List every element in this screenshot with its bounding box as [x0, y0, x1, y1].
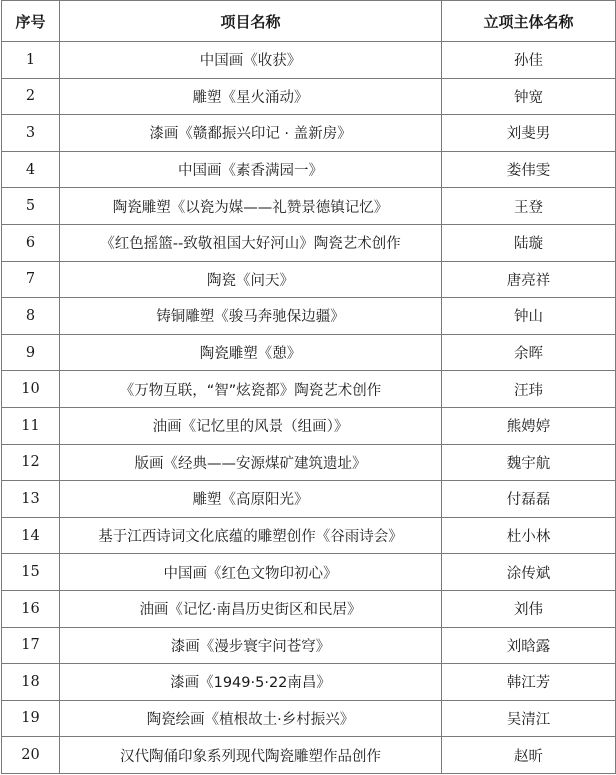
row-number: 8	[2, 298, 60, 335]
owner-name: 钟山	[442, 298, 616, 335]
row-number: 7	[2, 261, 60, 298]
project-name: 中国画《红色文物印初心》	[60, 554, 442, 591]
project-table	[1, 0, 616, 774]
table-row	[2, 371, 616, 408]
row-number: 10	[2, 371, 60, 408]
row-number: 9	[2, 334, 60, 371]
owner-name: 王登	[442, 188, 616, 225]
project-name: 版画《经典——安源煤矿建筑遗址》	[60, 444, 442, 481]
owner-name: 陆璇	[442, 224, 616, 261]
project-name: 雕塑《高原阳光》	[60, 481, 442, 518]
project-name: 油画《记忆·南昌历史街区和民居》	[60, 590, 442, 627]
row-number: 20	[2, 737, 60, 774]
table-row	[2, 261, 616, 298]
table-row	[2, 334, 616, 371]
table-row	[2, 664, 616, 701]
row-number: 1	[2, 42, 60, 79]
owner-name: 韩江芳	[442, 664, 616, 701]
owner-name: 钟宽	[442, 78, 616, 115]
owner-name: 吴清江	[442, 700, 616, 737]
project-name: 《红色摇篮--致敬祖国大好河山》陶瓷艺术创作	[60, 224, 442, 261]
row-number: 19	[2, 700, 60, 737]
row-number: 11	[2, 407, 60, 444]
row-number: 6	[2, 224, 60, 261]
owner-name: 孙佳	[442, 42, 616, 79]
owner-name: 汪玮	[442, 371, 616, 408]
row-number: 17	[2, 627, 60, 664]
header-owner-name: 立项主体名称	[442, 1, 616, 42]
header-no: 序号	[2, 1, 60, 42]
owner-name: 刘伟	[442, 590, 616, 627]
project-name: 油画《记忆里的风景（组画）》	[60, 407, 442, 444]
row-number: 15	[2, 554, 60, 591]
table-row	[2, 517, 616, 554]
project-name: 中国画《收获》	[60, 42, 442, 79]
table-row	[2, 481, 616, 518]
row-number: 4	[2, 151, 60, 188]
owner-name: 杜小林	[442, 517, 616, 554]
row-number: 2	[2, 78, 60, 115]
row-number: 18	[2, 664, 60, 701]
table-header-row	[2, 1, 616, 42]
owner-name: 熊娉婷	[442, 407, 616, 444]
project-name: 陶瓷《问天》	[60, 261, 442, 298]
table-row	[2, 78, 616, 115]
project-name: 汉代陶俑印象系列现代陶瓷雕塑作品创作	[60, 737, 442, 774]
table-body	[2, 42, 616, 774]
row-number: 16	[2, 590, 60, 627]
table-row	[2, 444, 616, 481]
row-number: 13	[2, 481, 60, 518]
owner-name: 魏宇航	[442, 444, 616, 481]
owner-name: 付磊磊	[442, 481, 616, 518]
owner-name: 刘晗露	[442, 627, 616, 664]
table-row	[2, 42, 616, 79]
row-number: 5	[2, 188, 60, 225]
header-project-name: 项目名称	[60, 1, 442, 42]
table-row	[2, 627, 616, 664]
owner-name: 刘斐男	[442, 115, 616, 152]
table-row	[2, 188, 616, 225]
row-number: 3	[2, 115, 60, 152]
row-number: 12	[2, 444, 60, 481]
owner-name: 赵昕	[442, 737, 616, 774]
owner-name: 唐亮祥	[442, 261, 616, 298]
table-row	[2, 407, 616, 444]
project-name: 雕塑《星火涌动》	[60, 78, 442, 115]
project-name: 漆画《赣鄱振兴印记 · 盖新房》	[60, 115, 442, 152]
project-name: 基于江西诗词文化底蕴的雕塑创作《谷雨诗会》	[60, 517, 442, 554]
table-row	[2, 115, 616, 152]
table-row	[2, 298, 616, 335]
table-row	[2, 151, 616, 188]
table-row	[2, 554, 616, 591]
table-row	[2, 590, 616, 627]
owner-name: 娄伟雯	[442, 151, 616, 188]
row-number: 14	[2, 517, 60, 554]
project-name: 中国画《素香满园一》	[60, 151, 442, 188]
owner-name: 涂传斌	[442, 554, 616, 591]
table-row	[2, 737, 616, 774]
project-name: 陶瓷雕塑《憩》	[60, 334, 442, 371]
project-name: 陶瓷绘画《植根故土·乡村振兴》	[60, 700, 442, 737]
project-name: 铸铜雕塑《骏马奔驰保边疆》	[60, 298, 442, 335]
table-row	[2, 224, 616, 261]
project-name: 《万物互联，“智”炫瓷都》陶瓷艺术创作	[60, 371, 442, 408]
table-row	[2, 700, 616, 737]
project-name: 陶瓷雕塑《以瓷为媒——礼赞景德镇记忆》	[60, 188, 442, 225]
owner-name: 余晖	[442, 334, 616, 371]
project-name: 漆画《漫步寰宇问苍穹》	[60, 627, 442, 664]
project-name: 漆画《1949·5·22南昌》	[60, 664, 442, 701]
